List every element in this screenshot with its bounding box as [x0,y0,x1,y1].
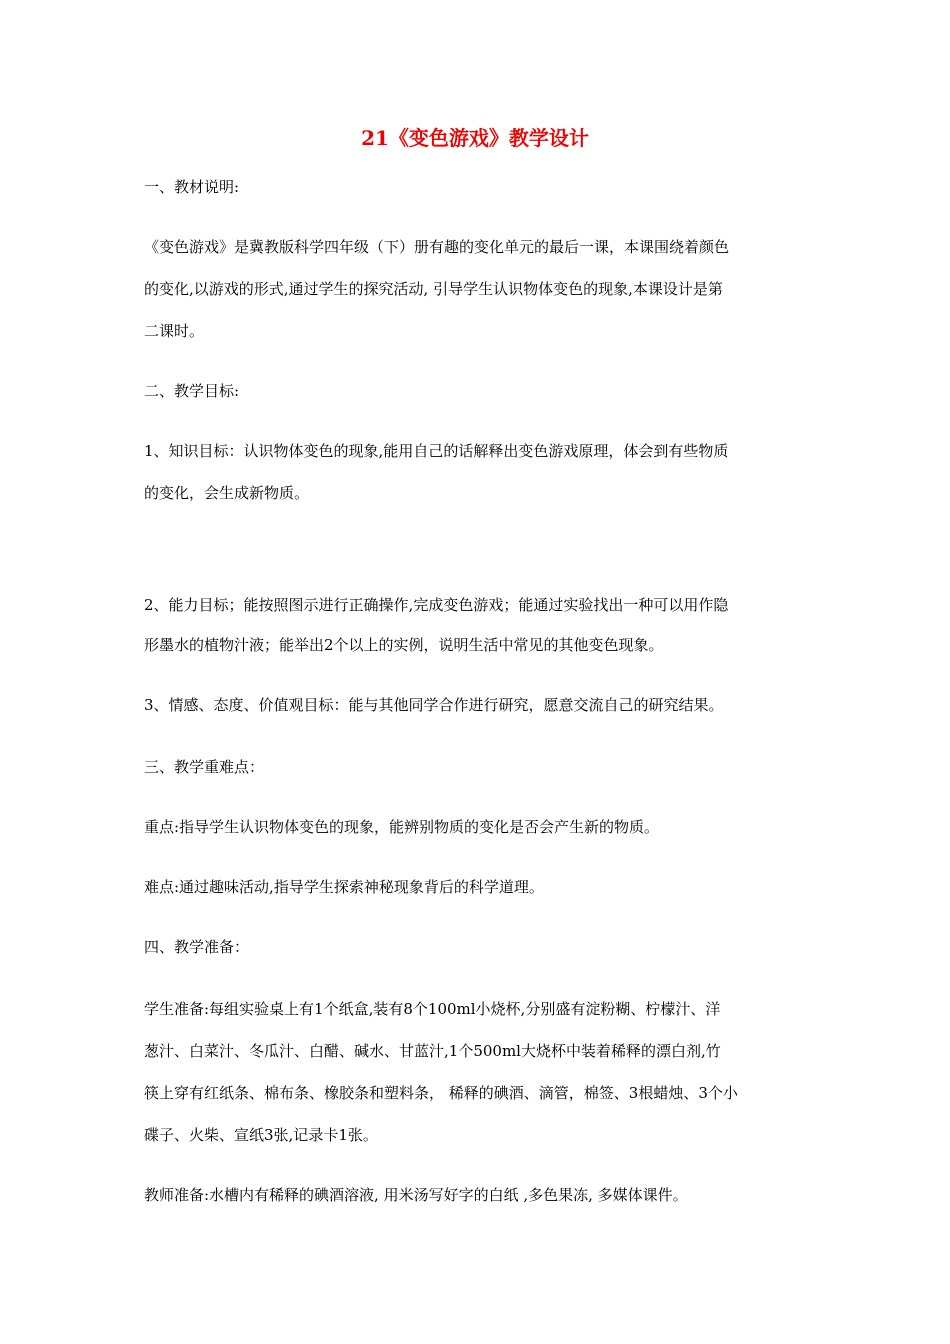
paragraph-line: 《变色游戏》是冀教版科学四年级（下）册有趣的变化单元的最后一课，本课围绕着颜色 [144,238,730,256]
paragraph-line: 的变化，会生成新物质。 [144,484,310,502]
paragraph-line: 葱汁、白菜汁、冬瓜汁、白醋、碱水、甘蓝汁,1个500ml大烧杯中装着稀释的漂白剂,竹 [144,1042,721,1060]
paragraph-line: 二课时。 [144,322,205,340]
paragraph-line: 1、知识目标：认识物体变色的现象,能用自己的话解释出变色游戏原理，体会到有些物质 [144,442,729,460]
paragraph-line: 碟子、火柴、宣纸3张,记录卡1张。 [144,1126,378,1144]
paragraph-line: 3、情感、态度、价值观目标：能与其他同学合作进行研究，愿意交流自己的研究结果。 [144,696,724,714]
paragraph-line: 学生准备:每组实验桌上有1个纸盒,装有8个100ml小烧杯,分别盛有淀粉糊、柠檬汁、洋 [144,1000,721,1018]
section-heading-goals: 二、教学目标: [144,382,240,400]
section-heading-key-points: 三、教学重难点： [144,758,265,776]
paragraph-line: 教师准备:水槽内有稀释的碘酒溶液, 用米汤写好字的白纸 ,多色果冻, 多媒体课件。 [144,1186,688,1204]
paragraph-line: 筷上穿有红纸条、棉布条、橡胶条和塑料条， 稀释的碘酒、滴管，棉签、3根蜡烛、3个小 [144,1084,738,1102]
paragraph-line: 2、能力目标；能按照图示进行正确操作,完成变色游戏；能通过实验找出一种可以用作隐 [144,596,729,614]
paragraph-line: 形墨水的植物汁液；能举出2个以上的实例，说明生活中常见的其他变色现象。 [144,636,664,654]
section-heading-preparation: 四、教学准备： [144,938,250,956]
paragraph-line: 重点:指导学生认识物体变色的现象，能辨别物质的变化是否会产生新的物质。 [144,818,660,836]
document-title: 21《变色游戏》教学设计 [361,126,589,150]
section-heading-materials: 一、教材说明: [144,178,240,196]
paragraph-line: 难点:通过趣味活动,指导学生探索神秘现象背后的科学道理。 [144,878,544,896]
paragraph-line: 的变化,以游戏的形式,通过学生的探究活动, 引导学生认识物体变色的现象,本课设计是第 [144,280,723,298]
